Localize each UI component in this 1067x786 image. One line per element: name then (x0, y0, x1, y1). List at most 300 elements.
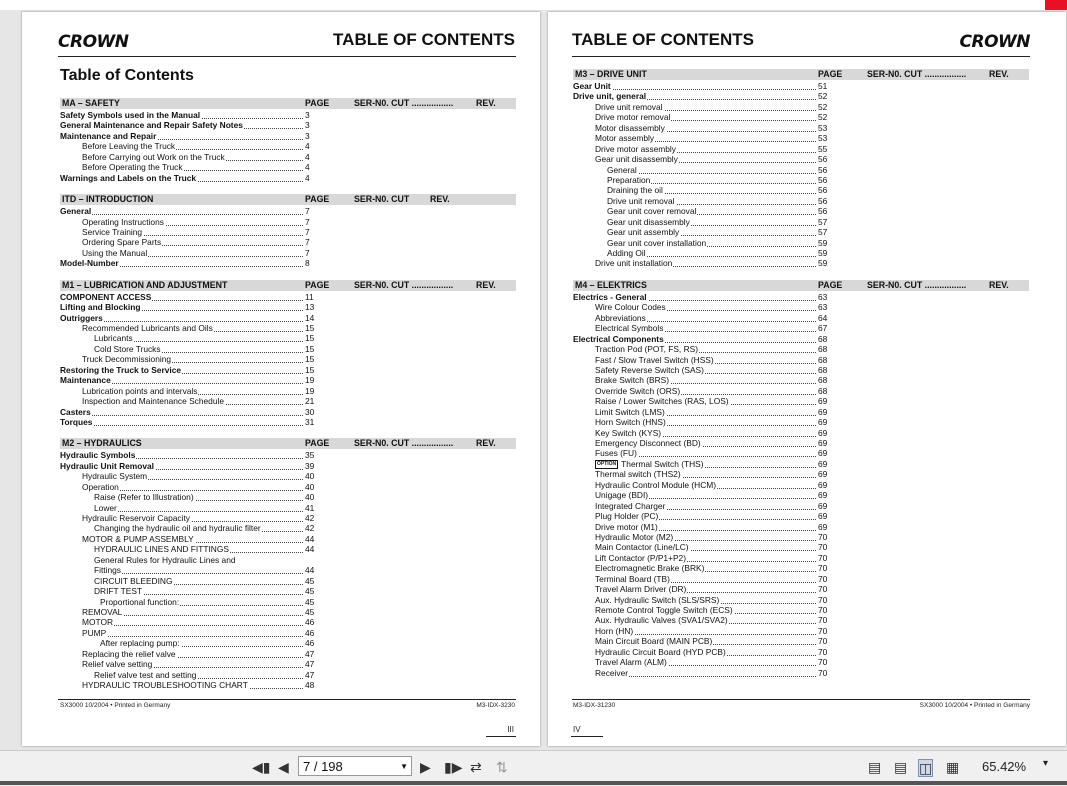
toc-entry[interactable] (573, 123, 1029, 133)
toc-entry[interactable] (573, 438, 1029, 448)
toc-entry[interactable] (573, 553, 1029, 563)
toc-entry[interactable] (573, 217, 1029, 227)
toc-entry-label: Aux. Hydraulic Switch (SLS/SRS) (595, 594, 720, 605)
toc-entry-page: 7 (305, 237, 310, 248)
toc-entry[interactable] (60, 141, 516, 151)
toc-entry[interactable] (60, 323, 516, 333)
toc-entry[interactable] (573, 248, 1029, 258)
toc-entry[interactable] (60, 617, 516, 627)
toc-entry[interactable] (573, 647, 1029, 657)
toc-entry[interactable] (60, 482, 516, 492)
zoom-dropdown-icon[interactable]: ▾ (1043, 758, 1049, 769)
toc-entry[interactable] (573, 469, 1029, 479)
toc-entry[interactable] (60, 206, 516, 216)
toc-entry-page: 68 (818, 344, 828, 355)
toc-entry-label: Cold Store Trucks (94, 343, 161, 354)
toc-entry-label: Relief valve test and setting (94, 669, 197, 680)
toc-entry[interactable] (573, 584, 1029, 594)
toc-entry-page: 53 (818, 133, 828, 144)
toc-entry-page: 46 (305, 627, 315, 638)
toc-entry-label: Electrical Components (573, 333, 664, 344)
toc-entry[interactable] (573, 144, 1029, 154)
toc-entry-label: Proportional function: (100, 596, 180, 607)
toc-entry-page: 70 (818, 646, 828, 657)
toc-entry-page: 70 (818, 552, 828, 563)
toc-entry-label: Abbreviations (595, 312, 646, 323)
toc-entry[interactable] (573, 636, 1029, 646)
toc-entry-page: 44 (305, 565, 315, 576)
next-page-icon[interactable]: ▶ (420, 759, 431, 775)
toc-entry[interactable] (60, 417, 516, 427)
section-title: ITD – INTRODUCTION (62, 194, 154, 205)
toc-entry[interactable] (60, 110, 516, 120)
toc-entry-label: Drive motor removal (595, 112, 671, 123)
toc-entry[interactable] (60, 344, 516, 354)
toc-entry-label: Plug Holder (PC) (595, 511, 659, 522)
page-number: III (507, 725, 514, 734)
toc-entry-label: Drive unit removal (595, 101, 663, 112)
toc-entry-page: 55 (818, 143, 828, 154)
toc-entry-label: General (607, 164, 637, 175)
toc-entry-page: 15 (305, 343, 315, 354)
toc-entry[interactable] (573, 459, 1029, 469)
toc-entry-label: Aux. Hydraulic Valves (SVA1/SVA2) (595, 615, 728, 626)
toc-entry[interactable] (573, 313, 1029, 323)
toc-entry-label: Ordering Spare Parts (82, 237, 162, 248)
toc-entry-label: REMOVAL (82, 606, 123, 617)
toc-entry-label: Lift Contactor (P/P1+P2) (595, 552, 687, 563)
toc-entry-label: MOTOR (82, 617, 114, 628)
toc-section-header (60, 194, 516, 205)
toc-entry-page: 39 (305, 460, 315, 471)
toc-entry-page: 70 (818, 605, 828, 615)
toc-entry[interactable] (60, 607, 516, 617)
two-page-icon[interactable]: ◫ (919, 760, 933, 776)
toc-entry-label: Drive motor (M1) (595, 521, 658, 532)
toc-entry-page: 31 (305, 416, 315, 427)
toc-entry[interactable] (573, 668, 1029, 678)
toc-entry-label: Drive unit removal (607, 195, 675, 206)
toc-entry-label: MOTOR & PUMP ASSEMBLY (82, 533, 194, 544)
toc-entry[interactable] (60, 333, 516, 343)
toc-entry-label: Horn Switch (HNS) (595, 417, 666, 428)
document-page-right (548, 12, 1066, 746)
toc-entry[interactable] (60, 461, 516, 471)
toc-entry-label: Drive unit, general (573, 91, 647, 102)
dot-leader (60, 417, 303, 426)
toc-entry-label: Emergency Disconnect (BD) (595, 438, 701, 448)
toc-entry[interactable] (573, 386, 1029, 396)
document-viewer[interactable] (0, 10, 1067, 750)
toc-entry[interactable] (573, 428, 1029, 438)
toc-entry-label: Draining the oil (607, 185, 663, 196)
toc-entry-page: 69 (818, 479, 828, 490)
page-header-title: TABLE OF CONTENTS (572, 30, 754, 49)
toc-entry[interactable] (573, 102, 1029, 112)
toc-entry[interactable] (60, 503, 516, 513)
toc-entry-label: Key Switch (KYS) (595, 427, 662, 438)
toc-entry-page: 69 (818, 448, 828, 459)
toc-entry-label: Travel Alarm (ALM) (595, 657, 667, 668)
toc-entry[interactable] (573, 626, 1029, 636)
toc-entry[interactable] (573, 501, 1029, 511)
toc-entry-page: 59 (818, 237, 828, 248)
toc-entry-label: Terminal Board (TB) (595, 573, 670, 584)
toc-entry-page: 63 (818, 291, 828, 302)
toc-entry[interactable] (573, 542, 1029, 552)
serial-cut-column-label: SER-N0. CUT (354, 194, 410, 205)
toc-entry[interactable] (573, 344, 1029, 354)
toc-entry-page: 11 (305, 291, 314, 302)
toc-entry[interactable] (573, 355, 1029, 365)
toc-entry[interactable] (573, 605, 1029, 615)
toc-entry-page: 15 (305, 354, 315, 365)
toc-entry-label: Gear unit cover installation (607, 237, 707, 248)
toc-entry-page: 47 (305, 659, 315, 670)
toc-entry-page: 69 (818, 469, 828, 480)
toc-entry[interactable] (573, 448, 1029, 458)
dot-leader (82, 628, 303, 637)
toc-entry[interactable] (60, 670, 516, 680)
toc-entry-page: 4 (305, 151, 310, 162)
toc-entry[interactable] (60, 375, 516, 385)
toc-entry[interactable] (573, 365, 1029, 375)
toc-entry-page: 7 (305, 226, 310, 237)
rev-column-label: REV. (476, 438, 496, 449)
page-column-label: PAGE (305, 194, 330, 205)
toc-entry-page: 7 (305, 216, 310, 227)
toc-entry-page: 56 (818, 174, 828, 185)
toc-entry[interactable] (60, 365, 516, 375)
toc-entry-label: Receiver (595, 667, 629, 678)
toc-entry-page: 46 (305, 617, 315, 628)
section-title: MA – SAFETY (62, 98, 120, 108)
toc-entry-page: 7 (305, 206, 310, 217)
toc-entry[interactable] (573, 563, 1029, 573)
toc-entry[interactable] (60, 576, 516, 586)
toc-entry[interactable] (60, 354, 516, 364)
toc-entry[interactable] (60, 638, 516, 648)
toc-entry-label: Hydraulic Reservoir Capacity (82, 513, 190, 523)
toc-entry-label: Before Carrying out Work on the Truck (82, 151, 225, 162)
taskbar-strip (0, 781, 1067, 785)
continuous-page-icon[interactable]: ▤ (894, 759, 908, 775)
toc-entry[interactable] (60, 396, 516, 406)
serial-cut-column-label: SER-N0. CUT ................. (354, 279, 454, 290)
toc-entry[interactable] (60, 227, 516, 237)
toc-entry-page: 15 (305, 323, 315, 333)
toc-entry-label: DRIFT TEST (94, 586, 143, 597)
first-page-icon[interactable]: ◀▮ (252, 759, 271, 775)
toc-entry-label: HYDRAULIC TROUBLESHOOTING CHART (82, 680, 248, 690)
toc-section-header (60, 280, 516, 291)
toc-entry-page: 47 (305, 648, 315, 659)
toc-entry[interactable] (573, 292, 1029, 302)
toc-entry-page: 70 (818, 584, 828, 595)
toc-entry[interactable] (573, 511, 1029, 521)
toc-entry[interactable] (573, 258, 1029, 268)
header-rule (572, 56, 1030, 57)
toc-entry-page: 59 (818, 258, 828, 269)
footer-left: M3-IDX-31230 (573, 702, 616, 709)
toc-entry-label: Restoring the Truck to Service (60, 364, 182, 375)
toc-entry-label: After replacing pump: (100, 638, 180, 649)
toc-entry-page: 40 (305, 492, 315, 503)
section-title: M4 – ELEKTRICS (575, 279, 647, 290)
toc-entry-label: Electromagnetic Brake (BRK) (595, 563, 705, 574)
section-title: M3 – DRIVE UNIT (575, 69, 647, 79)
toc-entry-page: 14 (305, 312, 315, 323)
toc-entry[interactable] (573, 227, 1029, 237)
serial-cut-column-label: SER-N0. CUT ................. (354, 98, 454, 108)
toc-entry-label: Gear unit disassembly (607, 216, 690, 227)
toc-entry[interactable] (60, 680, 516, 690)
toc-entry[interactable] (573, 657, 1029, 667)
toc-entry[interactable] (60, 659, 516, 669)
toc-entry[interactable] (60, 248, 516, 258)
toc-left (60, 98, 516, 690)
toc-entry-page: 19 (305, 385, 315, 396)
toc-entry[interactable] (573, 133, 1029, 143)
dot-leader (94, 503, 303, 512)
toc-entry[interactable] (60, 565, 516, 575)
toc-entry-page: 68 (818, 385, 828, 396)
toc-entry[interactable] (573, 532, 1029, 542)
toc-entry-label: Horn (HN) (595, 625, 634, 636)
toc-entry[interactable] (60, 407, 516, 417)
toc-entry-label: Motor disassembly (595, 122, 665, 133)
rev-column-label: REV. (476, 279, 496, 290)
toc-entry-label: General (60, 206, 92, 217)
toc-entry-label: Motor assembly (595, 133, 655, 144)
previous-page-icon[interactable]: ◀ (278, 759, 289, 775)
document-title: Table of Contents (60, 67, 194, 84)
toc-entry-page: 46 (305, 638, 315, 649)
toc-entry-label: Main Contactor (Line/LC) (595, 542, 689, 553)
toc-entry-page: 70 (818, 573, 828, 584)
toc-entry[interactable] (60, 471, 516, 481)
toc-entry[interactable] (573, 302, 1029, 312)
toc-entry[interactable] (573, 574, 1029, 584)
toc-entry-page: 69 (818, 490, 828, 501)
toc-entry[interactable] (60, 173, 516, 183)
toc-entry[interactable] (573, 407, 1029, 417)
toc-entry-label: Gear unit disassembly (595, 154, 678, 165)
rotate-icon[interactable]: ⇄ (470, 759, 482, 775)
rev-column-label: REV. (430, 194, 450, 205)
toc-entry-label: Drive unit installation (595, 258, 673, 269)
toc-entry[interactable] (573, 196, 1029, 206)
toc-entry-page: 69 (818, 417, 828, 428)
rev-column-label: REV. (989, 69, 1009, 79)
toc-entry-page: 7 (305, 247, 310, 258)
toc-entry[interactable] (573, 238, 1029, 248)
toc-entry-page: 69 (818, 458, 828, 469)
toc-entry-page: 45 (305, 606, 315, 617)
dot-leader (94, 565, 303, 574)
toc-entry[interactable] (60, 131, 516, 141)
toc-entry-label: Operating Instructions (82, 216, 164, 227)
toc-entry-label: Hydraulic Motor (M2) (595, 531, 674, 542)
toc-entry[interactable] (573, 206, 1029, 216)
toc-entry-page: 69 (818, 521, 828, 532)
toc-entry-page: 35 (305, 450, 315, 461)
continuous-two-page-icon[interactable]: ▦ (946, 759, 960, 775)
serial-cut-column-label: SER-N0. CUT ................. (354, 438, 454, 449)
toc-entry-label: Changing the hydraulic oil and hydraulic filter (94, 523, 261, 534)
toc-entry[interactable] (60, 586, 516, 596)
toc-entry-page: 47 (305, 669, 315, 680)
section-title: M1 – LUBRICATION AND ADJUSTMENT (62, 279, 228, 290)
toc-entry-label: Model-Number (60, 258, 119, 269)
toc-entry[interactable] (60, 292, 516, 302)
toc-section-header (573, 280, 1029, 291)
toc-entry-page: 56 (818, 206, 828, 217)
toc-entry[interactable] (573, 323, 1029, 333)
page-number-rule (486, 736, 516, 737)
chevron-down-icon[interactable]: ▼ (400, 762, 408, 771)
serial-cut-column-label: SER-N0. CUT ................. (867, 69, 967, 79)
toc-entry[interactable] (60, 534, 516, 544)
rotate-alt-icon[interactable]: ⇅ (496, 759, 508, 775)
toc-entry-label: Unigage (BDI) (595, 490, 649, 501)
page-column-label: PAGE (305, 279, 330, 290)
toc-entry-label: Lower (94, 502, 117, 513)
toc-entry-label: Override Switch (ORS) (595, 385, 681, 396)
zoom-level[interactable]: 65.42% (982, 759, 1027, 774)
last-page-icon[interactable]: ▮▶ (444, 759, 463, 775)
toc-entry-label: Gear unit cover removal (607, 206, 697, 217)
toc-entry-label: Gear Unit (573, 81, 611, 91)
toc-entry-label: Brake Switch (BRS) (595, 375, 669, 386)
toc-section (573, 69, 1029, 269)
toc-entry-label: Adding Oil (607, 248, 646, 258)
toc-entry[interactable] (60, 544, 516, 554)
toc-entry-page: 4 (305, 141, 310, 152)
toc-entry-label: Electrics - General (573, 291, 647, 302)
toc-entry[interactable] (60, 313, 516, 323)
page-number: IV (573, 725, 581, 734)
toc-entry[interactable] (60, 450, 516, 460)
toc-entry-page: 44 (305, 544, 315, 555)
page-header-title: TABLE OF CONTENTS (333, 30, 515, 49)
window-top-bar (0, 0, 1067, 10)
toc-entry-page: 3 (305, 130, 310, 141)
rev-column-label: REV. (476, 98, 496, 108)
toc-entry[interactable] (60, 649, 516, 659)
document-page-left (22, 12, 540, 746)
toc-entry-page: 56 (818, 185, 828, 196)
option-badge: OPTION (597, 461, 617, 468)
toc-entry-label: Lubricants (94, 333, 133, 344)
toc-entry-label: Outriggers (60, 312, 103, 323)
toc-entry[interactable] (573, 375, 1029, 385)
toc-entry-page: 70 (818, 542, 828, 553)
page-column-label: PAGE (305, 98, 330, 108)
page-number-input[interactable]: 7 / 198 ▼ (298, 756, 412, 776)
toc-entry-page: 68 (818, 333, 828, 344)
toc-entry[interactable] (573, 112, 1029, 122)
toc-entry-page: 64 (818, 312, 828, 323)
toc-entry[interactable] (573, 334, 1029, 344)
toc-entry-page: 68 (818, 354, 828, 365)
toc-entry[interactable] (573, 417, 1029, 427)
toc-entry-label: Fittings (94, 565, 121, 576)
toc-entry-page: 69 (818, 406, 828, 417)
toc-entry[interactable] (60, 555, 516, 565)
toc-entry[interactable] (60, 597, 516, 607)
toc-entry-page: 70 (818, 531, 828, 542)
section-title: M2 – HYDRAULICS (62, 438, 142, 449)
toc-entry[interactable] (573, 615, 1029, 625)
toc-entry[interactable] (60, 237, 516, 247)
toc-entry-page: 48 (305, 680, 315, 690)
toc-entry[interactable] (60, 386, 516, 396)
toc-entry[interactable] (573, 490, 1029, 500)
toc-entry[interactable] (573, 81, 1029, 91)
toc-entry-label: Hydraulic System (82, 471, 148, 482)
toc-section (60, 98, 516, 183)
toc-entry[interactable] (573, 595, 1029, 605)
toc-entry[interactable] (60, 492, 516, 502)
toc-entry-label: OPTION Thermal Switch (THS) (597, 458, 704, 469)
toc-entry[interactable] (60, 523, 516, 533)
toc-entry-label: Raise / Lower Switches (RAS, LOS) (595, 396, 729, 407)
page-column-label: PAGE (305, 438, 330, 449)
toc-entry-page: 4 (305, 172, 310, 183)
toc-entry-label: Traction Pod (POT, FS, RS) (595, 344, 699, 355)
toc-entry-page: 70 (818, 636, 828, 647)
toc-entry-page: 4 (305, 162, 310, 173)
toc-entry[interactable] (60, 162, 516, 172)
rev-column-label: REV. (989, 279, 1009, 290)
toc-entry-page: 45 (305, 586, 315, 597)
toc-entry-label: Remote Control Toggle Switch (ECS) (595, 605, 733, 615)
toc-entry[interactable] (60, 152, 516, 162)
serial-cut-column-label: SER-N0. CUT ................. (867, 279, 967, 290)
toc-entry[interactable] (573, 522, 1029, 532)
toc-entry[interactable] (60, 258, 516, 268)
toc-entry[interactable] (60, 628, 516, 638)
toc-entry[interactable] (60, 513, 516, 523)
toc-entry-label: Main Circuit Board (MAIN PCB) (595, 636, 713, 647)
toc-entry-label: Casters (60, 406, 91, 417)
toc-entry-page: 19 (305, 375, 315, 386)
toc-entry-page: 44 (305, 533, 315, 544)
toc-entry[interactable] (60, 120, 516, 130)
toc-entry[interactable] (573, 396, 1029, 406)
toc-entry-page: 13 (305, 302, 315, 313)
toc-entry[interactable] (573, 175, 1029, 185)
toc-entry[interactable] (60, 302, 516, 312)
toc-entry[interactable] (573, 185, 1029, 195)
toc-entry[interactable] (573, 480, 1029, 490)
footer-rule (572, 699, 1030, 700)
toc-entry-label: General Maintenance and Repair Safety Notes (60, 120, 243, 131)
toc-entry-label: Torques (60, 416, 93, 427)
close-button[interactable] (1045, 0, 1067, 10)
footer-rule (58, 699, 516, 700)
single-page-icon[interactable]: ▤ (868, 759, 882, 775)
toc-entry[interactable] (573, 154, 1029, 164)
toc-entry[interactable] (60, 217, 516, 227)
dot-leader (60, 407, 303, 416)
toc-entry[interactable] (573, 91, 1029, 101)
dot-leader (607, 165, 816, 174)
toc-entry-page: 15 (305, 333, 315, 344)
toc-entry[interactable] (573, 165, 1029, 175)
toc-entry-label: CIRCUIT BLEEDING (94, 575, 173, 586)
